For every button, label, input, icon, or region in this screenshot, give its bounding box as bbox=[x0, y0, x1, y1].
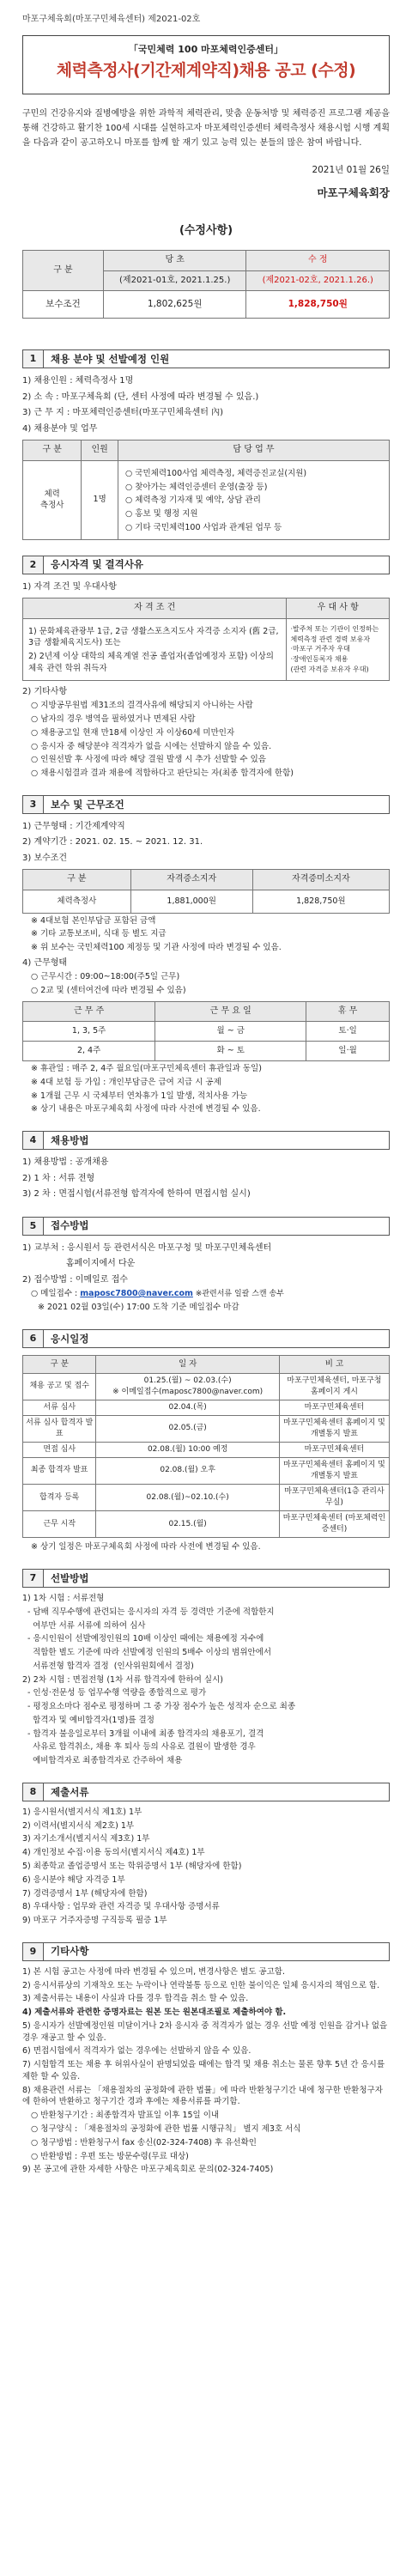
revision-header-before: 당 초 bbox=[103, 251, 246, 271]
section-number: 6 bbox=[23, 1330, 44, 1347]
list-item: ○ 인원선발 후 사정에 따라 해당 결원 발생 시 추가 선발할 수 있음 bbox=[31, 755, 266, 765]
text-line: 1) 교부처 : 응시원서 등 관련서식은 마포구청 및 마포구민체육센터 bbox=[22, 1242, 272, 1253]
section-title: 응시자격 및 결격사유 bbox=[51, 558, 143, 571]
list-item: 1) 본 시험 공고는 사정에 따라 변경될 수 있으며, 변경사항은 별도 공고함. bbox=[22, 1966, 285, 1977]
section-header bbox=[22, 1783, 390, 1801]
section-header bbox=[22, 1942, 390, 1961]
text-line: 4) 채용분야 및 업무 bbox=[22, 423, 98, 434]
list-item: ○ 근무시간 : 09:00~18:00(주5일 근무) bbox=[31, 972, 180, 982]
section-number: 2 bbox=[23, 556, 44, 574]
schedule-date: 02.04.(목) bbox=[96, 1400, 280, 1415]
schedule-date: 02.08.(월) 10:00 예정 bbox=[96, 1442, 280, 1457]
list-item: 예비합격자로 최종합격자로 간주하여 채용 bbox=[22, 1756, 183, 1766]
text-line: 3) 보수조건 bbox=[22, 853, 68, 863]
duties-cell bbox=[118, 460, 390, 539]
title-subtitle: 「국민체력 100 마포체력인증센터」 bbox=[128, 43, 284, 55]
table-cell: 1,881,000원 bbox=[130, 890, 252, 913]
revision-subheader-before: (제2021-01호, 2021.1.25.) bbox=[103, 270, 246, 291]
section-header bbox=[22, 1569, 390, 1588]
section-number: 7 bbox=[23, 1570, 44, 1587]
list-item: ○ 2교 및 (센터여건에 따라 변경될 수 있음) bbox=[31, 986, 186, 996]
section-title: 접수방법 bbox=[51, 1219, 89, 1232]
table-header: 담 당 업 무 bbox=[118, 440, 390, 461]
list-item: 4) 개인정보 수집·이용 동의서(별지서식 제4호) 1부 bbox=[22, 1848, 205, 1858]
email-suffix: ※관련서류 일괄 스캔 송부 bbox=[192, 1290, 284, 1299]
list-item: 1) 문화체육관광부 1급, 2급 생활스포츠지도사 자격증 소지자 (舊 2급, 3급 생활체육지도사) 또는 bbox=[28, 626, 279, 648]
schedule-label: 서류 심사 합격자 발표 bbox=[23, 1415, 96, 1442]
list-item: 6) 면접시험에서 적격자가 없는 경우에는 선발하지 않을 수 있음. bbox=[22, 2046, 251, 2057]
table-header: 근 무 주 bbox=[23, 1001, 155, 1022]
table-header: 일 자 bbox=[96, 1355, 280, 1373]
revision-header-category: 구 분 bbox=[23, 251, 104, 291]
table-cell: 토·일 bbox=[306, 1022, 390, 1042]
list-item: 7) 시험합격 또는 채용 후 허위사실이 판명되었을 때에는 합격 및 채용 취소는 물론 향후 5년 간 응시를 제한 할 수 있음. bbox=[22, 2060, 385, 2081]
qualification-table bbox=[22, 598, 390, 681]
organization-name: 마포구체육회장 bbox=[317, 186, 390, 200]
text-line: 1) 채용방법 : 공개채용 bbox=[22, 1157, 109, 1168]
list-item: 9) 본 공고에 관한 자세한 사항은 마포구체육회로 문의(02-324-7405) bbox=[22, 2165, 274, 2175]
deadline-note: ※ 2021 02월 03일(수) 17:00 도착 기준 메일접수 마감 bbox=[38, 1303, 239, 1313]
section-header bbox=[22, 1217, 390, 1236]
list-item: 2) 2년제 이상 대학의 체육계열 전공 졸업자(졸업예정자 포함) 이상의 체육 관련 학위 취득자 bbox=[28, 652, 274, 674]
text-line: 3) 2 차 : 면접시험(서류전형 합격자에 한하여 면접시험 실시) bbox=[22, 1189, 251, 1200]
list-item: 6) 응시분야 해당 자격증 1부 bbox=[22, 1874, 125, 1885]
list-item: ○ 반환방법 : 우편 또는 방문수령(무료 대상) bbox=[31, 2151, 189, 2161]
list-item: 1) 1차 시험 : 서류전형 bbox=[22, 1593, 105, 1603]
intro-paragraph: 구민의 건강유지와 질병예방을 위한 과학적 체력관리, 맞춤 운동처방 및 체력증진 프로그램 제공을 통해 건강하고 활기찬 100세 시대를 실현하고자 마포체력인증센터 체력측정사 채용시험 시행 계획을 다음과 같이 공고하오니 마포를 함께 할 재기 있고 능력 있는 분들의 많은 참여 바랍니다. bbox=[22, 108, 390, 148]
document-number: 마포구체육회(마포구민체육센터) 제2021-02호 bbox=[22, 15, 201, 24]
list-item: 3) 자기소개서(별지서식 제3호) 1부 bbox=[22, 1834, 150, 1844]
list-item: ○ 찾아가는 체력인증센터 운영(출장 등) bbox=[125, 482, 268, 492]
list-item: 7) 경력증명서 1부 (해당자에 한함) bbox=[22, 1888, 148, 1899]
page-title: 체력측정사(기간제계약직)채용 공고 (수정) bbox=[56, 61, 356, 81]
list-item: ○ 응시자 중 해당분야 적격자가 없을 시에는 선발하지 않을 수 있음. bbox=[31, 741, 272, 751]
schedule-label: 합격자 등록 bbox=[23, 1485, 96, 1511]
table-cell: 화 ~ 토 bbox=[155, 1042, 306, 1061]
section-header bbox=[22, 1329, 390, 1348]
section-header bbox=[22, 1131, 390, 1150]
list-item: 5) 최종학교 졸업증명서 또는 학위증명서 1부 (해당자에 한함) bbox=[22, 1861, 242, 1871]
list-item: ○ 지방공무원법 제31조의 결격사유에 해당되지 아니하는 사람 bbox=[31, 701, 253, 711]
table-cell: 월 ~ 금 bbox=[155, 1022, 306, 1042]
email-line bbox=[22, 1288, 390, 1300]
list-item: 5) 응시자가 선발예정인원 미달이거나 2차 응시자 중 적격자가 없는 경우 선발 예정 인원을 감거나 없을 경우 재공고 할 수 있음. bbox=[22, 2020, 388, 2043]
schedule-table bbox=[22, 1355, 390, 1538]
table-header: 인원 bbox=[82, 440, 118, 461]
table-header: 근 무 요 일 bbox=[155, 1001, 306, 1022]
list-item: ○ 채용시험결과 결과 채용에 적합하다고 판단되는 자(최종 합격자에 한함) bbox=[31, 769, 294, 779]
list-item: ○ 남자의 경우 병역을 필하였거나 면제된 사람 bbox=[31, 714, 196, 725]
list-item: 3) 제출서류는 내용이 사실과 다를 경우 합격을 취소 할 수 있음. bbox=[22, 1994, 249, 2004]
note-line: ※ 상기 내용은 마포구체육회 사정에 따라 사전에 변경될 수 있음. bbox=[31, 1104, 261, 1115]
list-item: 2) 이력서(별지서식 제2호) 1부 bbox=[22, 1820, 135, 1831]
table-header: 비 고 bbox=[279, 1355, 389, 1373]
list-item: 합격자 및 예비합격자(1명)를 결정 bbox=[22, 1715, 154, 1725]
list-item: ○ 청구방법 : 반환청구서 fax 송신(02-324-7408) 후 유선확인 bbox=[31, 2137, 257, 2148]
table-cell: 1,828,750원 bbox=[252, 890, 389, 913]
email-prefix: ○ 메일접수 : bbox=[31, 1289, 81, 1299]
table-header: 구 분 bbox=[23, 440, 82, 461]
schedule-note: 마포구민체육센터 (마포체력인증센터) bbox=[279, 1511, 389, 1538]
text-line: 4) 근무형태 bbox=[22, 957, 68, 968]
revision-before-value: 1,802,625원 bbox=[103, 291, 246, 319]
table-cell: 2, 4주 bbox=[23, 1042, 155, 1061]
role-cell: 체력 측정사 bbox=[23, 460, 82, 539]
list-item: - 인성·전문성 등 업무수행 역량을 종합적으로 평가 bbox=[22, 1688, 207, 1698]
list-item: ○ 청구양식 : 「채용절차의 공정화에 관한 법률 시행규칙」 별지 제3호 서식 bbox=[31, 2124, 301, 2134]
section-number: 9 bbox=[23, 1943, 44, 1960]
list-item: 사유로 합격취소, 채용 후 퇴사 등의 사유로 결원이 발생한 경우 bbox=[22, 1742, 256, 1753]
section-number: 8 bbox=[23, 1783, 44, 1801]
revision-table bbox=[22, 250, 390, 319]
note-line: ※ 4대 보험 등 가입 : 개인부담금은 급여 지급 시 공제 bbox=[31, 1077, 221, 1087]
table-header: 자격증미소지자 bbox=[252, 870, 389, 890]
schedule-note: 마포구민체육센터, 마포구청 홈페이지 게시 bbox=[279, 1373, 389, 1400]
list-item: 서류전형 합격자 결정 (인사위원회에서 결정) bbox=[22, 1661, 194, 1671]
list-item: - 담배 직무수행에 관련되는 응시자의 자격 등 경력만 기준에 적합한지 bbox=[22, 1607, 275, 1617]
table-header: 자격증소지자 bbox=[130, 870, 252, 890]
preference-cell: ·발주처 또는 기관이 인정하는 체력측정 관련 경력 보유자 ·마포구 거주자 우대 ·장애인등록자 채용 (관련 자격증 보유자 우대) bbox=[287, 618, 390, 680]
revision-header-after: 수 정 bbox=[246, 251, 390, 271]
list-item: ○ 국민체력100사업 체력측정, 체력증진교실(지원) bbox=[125, 468, 307, 478]
schedule-note: 마포구민체육센터 bbox=[279, 1442, 389, 1457]
count-cell: 1명 bbox=[82, 460, 118, 539]
table-cell: 일·월 bbox=[306, 1042, 390, 1061]
list-item: 2) 2차 시험 : 면접전형 (1차 서류 합격자에 한하여 실시) bbox=[22, 1674, 223, 1685]
revision-subheader-after: (제2021-02호, 2021.1.26.) bbox=[246, 270, 390, 291]
section-title: 보수 및 근무조건 bbox=[51, 798, 124, 811]
schedule-label: 채용 공고 및 접수 bbox=[23, 1373, 96, 1400]
section-title: 채용방법 bbox=[51, 1133, 89, 1146]
list-item: ○ 기타 국민체력100 사업과 관계된 업무 등 bbox=[125, 522, 282, 532]
schedule-date: 02.08.(월)~02.10.(수) bbox=[96, 1485, 280, 1511]
text-line: 2) 기타사항 bbox=[22, 686, 68, 696]
schedule-note: 마포구민체육센터 홈페이지 및 개별통지 발표 bbox=[279, 1415, 389, 1442]
list-item: 적합한 별도 기준에 따라 선발예정 인원의 5배수 이상의 범위안에서 bbox=[22, 1648, 272, 1658]
revision-row-label: 보수조건 bbox=[23, 291, 104, 319]
schedule-label: 서류 심사 bbox=[23, 1400, 96, 1415]
section-title: 채용 분야 및 선발예정 인원 bbox=[51, 353, 170, 366]
text-line: 1) 근무형태 : 기간제계약직 bbox=[22, 821, 125, 831]
text-line: 홈페이지에서 다운 bbox=[22, 1259, 136, 1269]
schedule-date: 02.15.(월) bbox=[96, 1511, 280, 1538]
job-duty-table bbox=[22, 440, 390, 539]
text-line: 1) 채용인원 : 체력측정사 1명 bbox=[22, 376, 134, 386]
schedule-label: 근무 시작 bbox=[23, 1511, 96, 1538]
list-item: - 응시인원이 선발예정인원의 10배 이상인 때에는 채용예정 자수에 bbox=[22, 1634, 264, 1644]
list-item: 4) 제출서류와 관련한 증명자료는 원본 또는 원본대조필로 제출하여야 함. bbox=[22, 2008, 287, 2018]
work-schedule-table bbox=[22, 1001, 390, 1061]
email-link[interactable]: maposc7800@naver.com bbox=[80, 1289, 193, 1299]
misc-list bbox=[22, 1966, 390, 2176]
text-line: 3) 근 무 지 : 마포체력인증센터(마포구민체육센터 內) bbox=[22, 408, 224, 418]
list-item: ○ 반환청구기간 : 최종합격자 발표일 이후 15일 이내 bbox=[31, 2111, 220, 2121]
revision-title: (수정사항) bbox=[179, 224, 233, 238]
section-number: 1 bbox=[23, 350, 44, 368]
schedule-note: 마포구민체육센터 bbox=[279, 1400, 389, 1415]
note-line: ※ 기타 교통보조비, 식대 등 별도 지급 bbox=[31, 929, 167, 939]
text-line: 2) 소 속 : 마포구체육회 (단, 센터 사정에 따라 변경될 수 있음.) bbox=[22, 392, 259, 402]
list-item: - 평정요소마다 점수로 평정하며 그 중 가장 점수가 높은 성적자 순으로 최종 bbox=[22, 1702, 295, 1712]
schedule-date: 02.05.(금) bbox=[96, 1415, 280, 1442]
list-item: ○ 채용공고일 현재 만18세 이상인 자 이상60세 미만인자 bbox=[31, 727, 235, 738]
list-item: ○ 홍보 및 행정 지원 bbox=[125, 509, 198, 519]
note-line: ※ 휴관일 : 매주 2, 4주 월요일(마포구민체육센터 휴관일과 동일) bbox=[31, 1064, 262, 1073]
conditions-cell bbox=[23, 618, 287, 680]
table-header: 휴 무 bbox=[306, 1001, 390, 1022]
list-item: ○ 체력측정 기자재 및 예약, 상담 관리 bbox=[125, 495, 261, 506]
schedule-note: 마포구민체육센터(1층 관리사무실) bbox=[279, 1485, 389, 1511]
section-title: 선발방법 bbox=[51, 1571, 89, 1584]
section-header bbox=[22, 795, 390, 814]
note-line: ※ 위 보수는 국민체력100 제정등 및 기관 사정에 따라 변경될 수 있음. bbox=[31, 943, 282, 953]
list-item: 여부만 서류 서류에 의하여 심사 bbox=[22, 1620, 146, 1631]
schedule-note: 마포구민체육센터 홈페이지 및 개별통지 발표 bbox=[279, 1457, 389, 1484]
list-item: 8) 우대사항 : 업무와 관련 자격증 및 우대사항 증명서류 bbox=[22, 1902, 220, 1912]
table-header: 우 대 사 항 bbox=[287, 598, 390, 619]
table-header: 구 분 bbox=[23, 1355, 96, 1373]
text-line: 2) 접수방법 : 이메일로 접수 bbox=[22, 1274, 128, 1285]
table-cell: 1, 3, 5주 bbox=[23, 1022, 155, 1042]
section-title: 제출서류 bbox=[51, 1785, 89, 1798]
pay-table bbox=[22, 869, 390, 913]
table-header: 구 분 bbox=[23, 870, 131, 890]
list-item: 8) 채용관련 서류는 「채용절차의 공정화에 관한 법률」에 따라 반환청구기간 내에 청구한 반환청구자에 한하여 반환하고 청구기간 경과 후에는 채용서류를 파기함. bbox=[22, 2085, 383, 2107]
table-cell: 체력측정사 bbox=[23, 890, 131, 913]
section-header bbox=[22, 556, 390, 574]
list-item: 2) 응시서류상의 기재착오 또는 누락이나 연락불통 등으로 인한 불이익은 일체 응시자의 책임으로 함. bbox=[22, 1980, 380, 1990]
text-line: 2) 1 차 : 서류 전형 bbox=[22, 1173, 95, 1183]
note-line: ※ 1개월 근무 시 국체부터 연차휴가 1일 발생, 적치사용 가능 bbox=[31, 1091, 248, 1101]
revision-after-value: 1,828,750원 bbox=[246, 291, 390, 319]
section-title: 기타사항 bbox=[51, 1945, 89, 1958]
section-title: 응시일정 bbox=[51, 1332, 89, 1345]
title-box bbox=[22, 35, 390, 94]
documents-list bbox=[22, 1807, 390, 1927]
note-line: ※ 4대보험 본인부담금 포함된 금액 bbox=[31, 915, 156, 926]
section-number: 3 bbox=[23, 796, 44, 813]
selection-list bbox=[22, 1593, 390, 1767]
schedule-label: 최종 합격자 발표 bbox=[23, 1457, 96, 1484]
section-header bbox=[22, 349, 390, 368]
text-line: 1) 자격 조건 및 우대사항 bbox=[22, 581, 117, 592]
schedule-date: 02.08.(월) 오후 bbox=[96, 1457, 280, 1484]
section-number: 4 bbox=[23, 1132, 44, 1149]
announcement-date: 2021년 01월 26일 bbox=[312, 164, 390, 175]
list-item: 1) 응시원서(별지서식 제1호) 1부 bbox=[22, 1807, 142, 1817]
text-line: 2) 계약기간 : 2021. 02. 15. ~ 2021. 12. 31. bbox=[22, 837, 203, 848]
note-line: ※ 상기 일정은 마포구체육회 사정에 따라 사전에 변경될 수 있음. bbox=[31, 1542, 261, 1552]
list-item: 9) 마포구 거주자증명 구직등록 필증 1부 bbox=[22, 1916, 167, 1926]
schedule-date: 01.25.(월) ~ 02.03.(수) ※ 이메일접수(maposc7800@naver.com) bbox=[96, 1373, 280, 1400]
table-header: 자 격 조 건 bbox=[23, 598, 287, 619]
section-number: 5 bbox=[23, 1218, 44, 1235]
schedule-label: 면접 심사 bbox=[23, 1442, 96, 1457]
list-item: - 합격자 불응일로부터 3개월 이내에 최종 합격자의 채용포기, 결격 bbox=[22, 1728, 264, 1739]
